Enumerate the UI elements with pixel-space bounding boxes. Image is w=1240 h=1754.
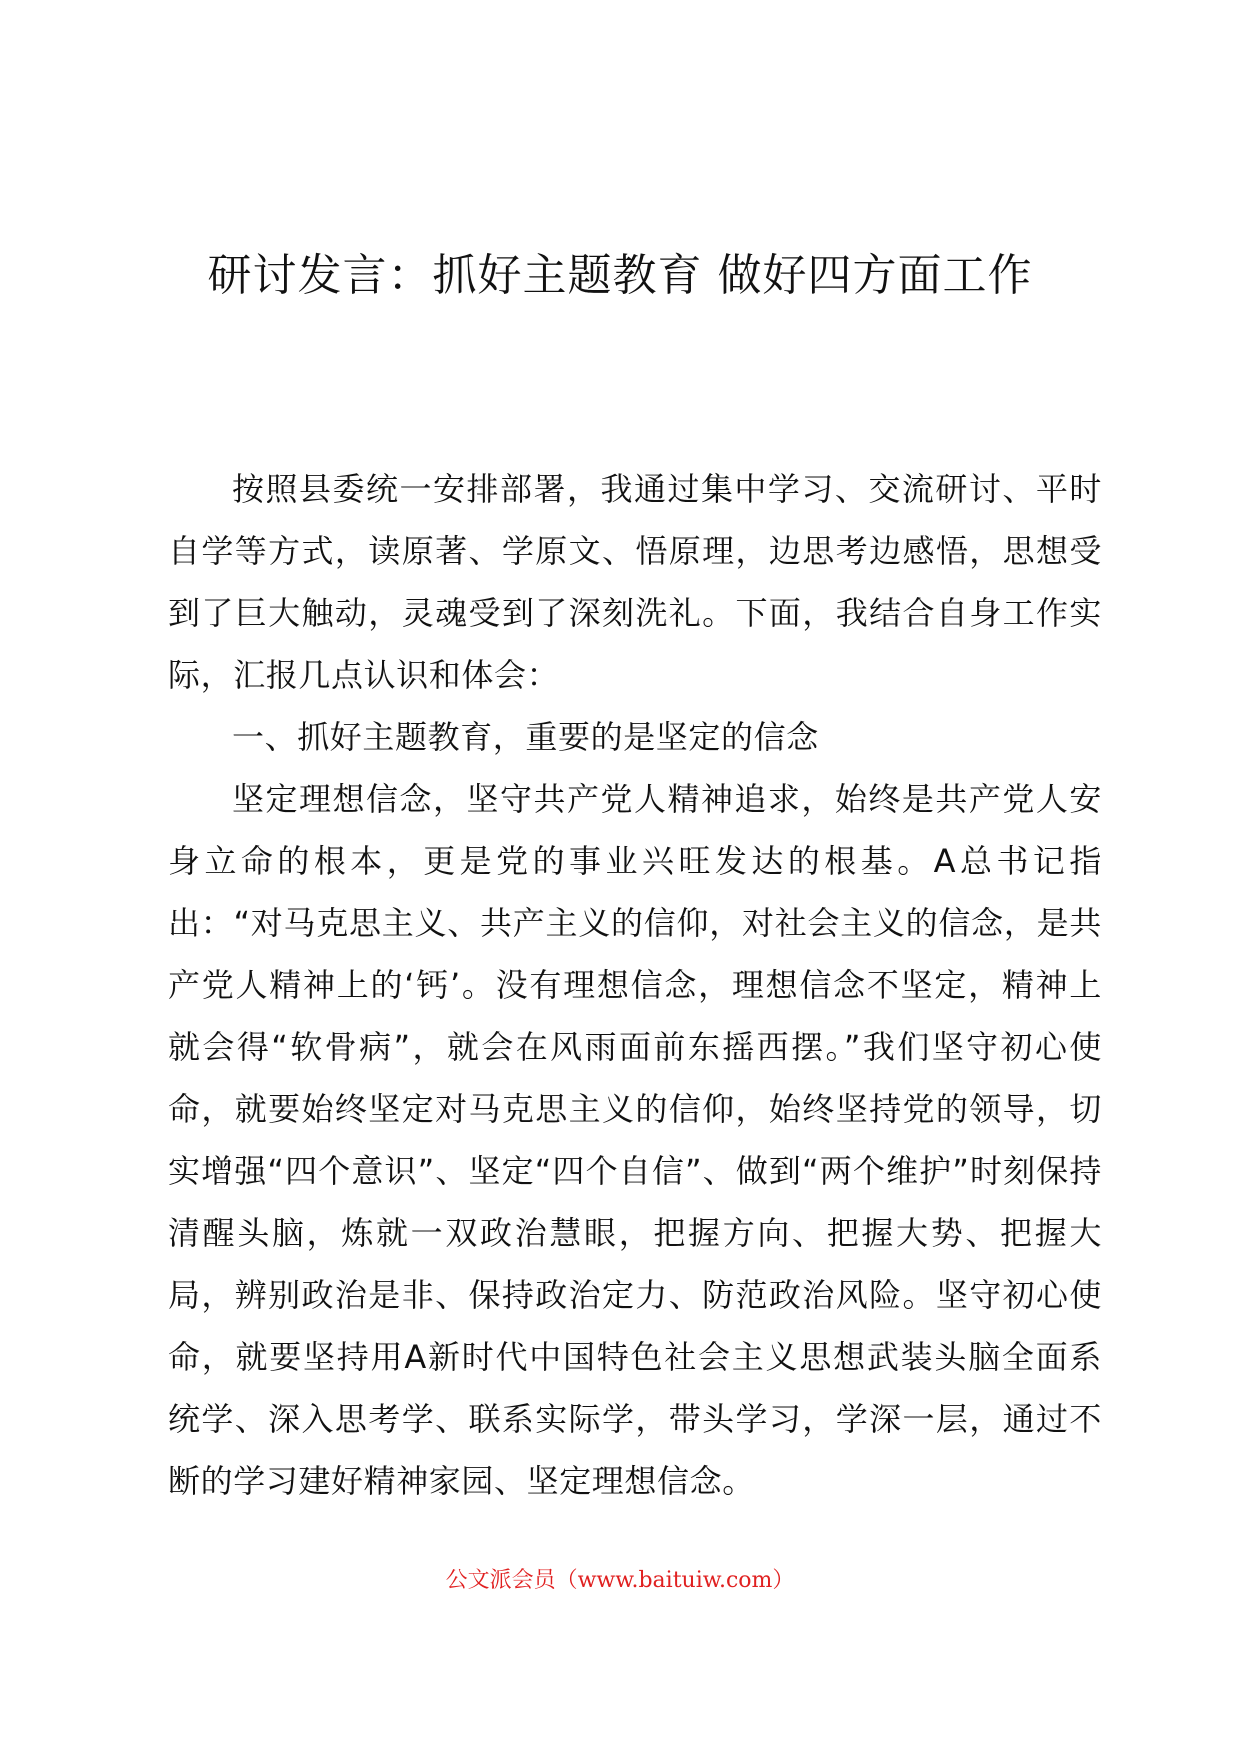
footer-watermark: 公文派会员（www.baituiw.com） [445,1568,795,1593]
document-title: 研讨发言：抓好主题教育 做好四方面工作 [207,250,1033,301]
section-1-paragraph: 坚定理想信念，坚守共产党人精神追求，始终是共产党人安身立命的根本，更是党的事业兴旺发达的根基。A总书记指出：“对马克思主义、共产主义的信仰，对社会主义的信念，是共产党人精神上的‘钙’。没有理想信念，理想信念不坚定，精神上就会得“软骨病”，就会在风雨面前东摇西摆。”我们坚守初心使命，就要始终坚定对马克思主义的信仰，始终坚持党的领导，切实增强“四个意识”、坚定“四个自信”、做到“两个维护”时刻保持清醒头脑，炼就一双政治慧眼，把握方向、把握大势、把握大局，辨别政治是非、保持政治定力、防范政治风险。坚守初心使命，就要坚持用A新时代中国特色社会主义思想武装头脑全面系统学、深入思考学、联系实际学，带头学习，学深一层，通过不断的学习建好精神家园、坚定理想信念。 [168,780,1102,1500]
intro-paragraph: 按照县委统一安排部署，我通过集中学习、交流研讨、平时自学等方式，读原著、学原文、悟原理，边思考边感悟，思想受到了巨大触动，灵魂受到了深刻洗礼。下面，我结合自身工作实际，汇报几点认识和体会： [168,470,1102,694]
section-heading-1: 一、抓好主题教育，重要的是坚定的信念 [232,718,819,756]
document-body [168,458,1102,1512]
